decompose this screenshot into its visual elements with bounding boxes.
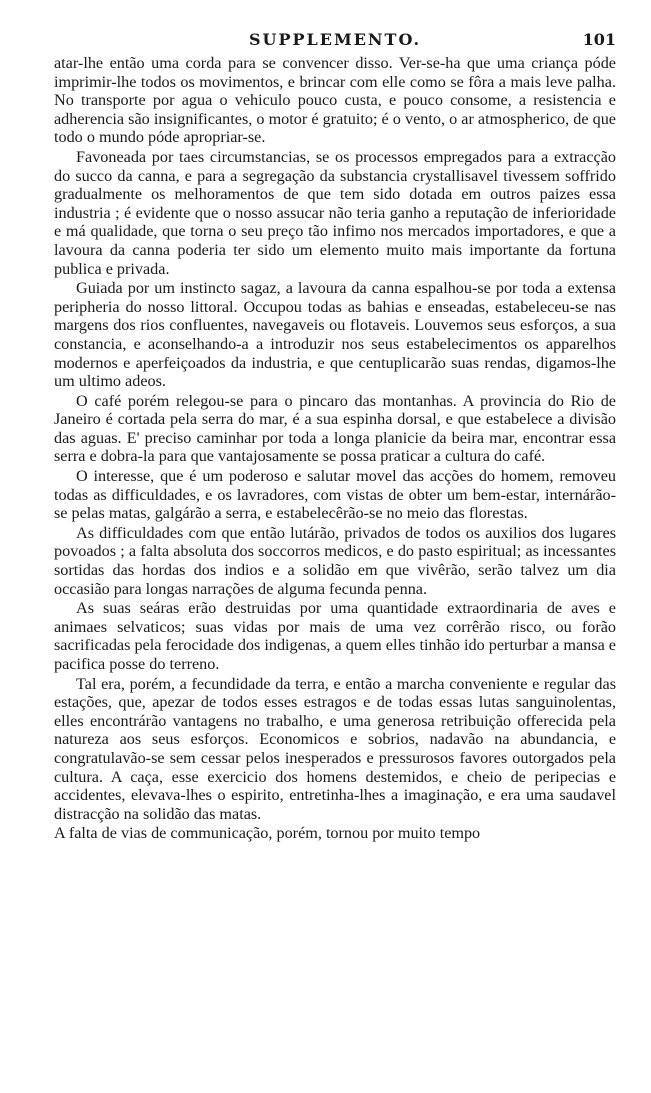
paragraph-3: Guiada por um instincto sagaz, a lavoura da canna espalhou-se por toda a extensa peripheria do nosso littoral. Occupou todas as bahias e enseadas, estabeleceu-se nas margens dos rios confluentes, navegaveis ou flotaveis. Louvemos seus esforços, a sua constancia, e aconselhando-a a introduzir nos seus estabelecimentos os apparelhos modernos e aperfeiçoados da industria, e que centuplicarão suas rendas, digamos-lhe um ultimo adeos. xyxy=(54,279,616,391)
paragraph-2: Favoneada por taes circumstancias, se os processos empregados para a extracção do succo da canna, e para a segregação da substancia crystallisavel tivessem soffrido gradualmente os melhoramentos de que tem sido dotada em outros paizes essa industria ; é evidente que o nosso assucar não teria ganho a reputação de inferioridade e má qualidade, que torna o seu preço tão infimo nos mercados importadores, e que a lavoura da canna poderia ter sido um elemento muito mais importante da fortuna publica e privada. xyxy=(54,147,616,278)
book-page xyxy=(54,30,616,844)
paragraph-9: A falta de vias de communicação, porém, tornou por muito tempo xyxy=(54,824,481,843)
paragraph-7: As suas seáras erão destruidas por uma quantidade extraordinaria de aves e animaes selvaticos; suas vidas por mais de uma vez corrêrão risco, ou forão sacrificadas pela ferocidade dos indigenas, a quem elles tinhão ido perturbar a mansa e pacifica posse do terreno. xyxy=(54,599,616,673)
paragraph-8: Tal era, porém, a fecundidade da terra, e então a marcha conveniente e regular das estações, que, apezar de todos esses estragos e de todas essas lutas sanguinolentas, elles encontrárão vantagens no trabalho, e uma generosa retribuição offerecida pela natureza aos seus esforços. Economicos e sobrios, nadavão na abundancia, e congratulavão-se sem cessar pelos inesperados e pressurosos favores outorgados pela cultura. A caça, esse exercicio dos homens destemidos, e cheio de peripecias e accidentes, elevava-lhes o espirito, entretinha-lhes a imaginação, e era uma saudavel distracção na solidão das matas. xyxy=(54,674,616,823)
paragraph-4: O café porém relegou-se para o pincaro das montanhas. A provincia do Rio de Janeiro é cortada pela serra do mar, é a sua espinha dorsal, e que estabelece a divisão das aguas. E' preciso caminhar por toda a longa planicie da beira mar, encontrar essa serra e dobra-la para que vantajosamente se possa praticar a cultura do café. xyxy=(54,391,616,466)
body-text xyxy=(54,54,616,843)
paragraph-1-continuation: atar-lhe então uma corda para se convencer disso. Ver-se-ha que uma criança póde imprimir-lhe todos os movimentos, e brincar com elle como se fôra a mais leve palha. No transporte por agua o vehiculo pouco custa, e pouco consome, a resistencia e adherencia são insignificantes, o motor é gratuito; é o vento, o ar atmospherico, de que todo o mundo póde apropriar-se. xyxy=(54,54,616,147)
running-head xyxy=(54,30,616,54)
paragraph-6: As difficuldades com que então lutárão, privados de todos os auxilios dos lugares povoados ; a falta absoluta dos soccorros medicos, e do pasto espiritual; as incessantes sortidas das hordas dos indios e a solidão em que vivêrão, serão talvez um dia occasião para longas narrações de alguma fecunda penna. xyxy=(54,523,616,598)
running-head-title: SUPPLEMENTO. xyxy=(248,30,422,49)
paragraph-5: O interesse, que é um poderoso e salutar movel das acções do homem, removeu todas as difficuldades, e os lavradores, com vistas de obter um bem-estar, internárão-se pelas matas, galgárão a serra, e estabelecêrão-se no meio das florestas. xyxy=(54,467,616,523)
page-number: 101 xyxy=(582,30,616,49)
